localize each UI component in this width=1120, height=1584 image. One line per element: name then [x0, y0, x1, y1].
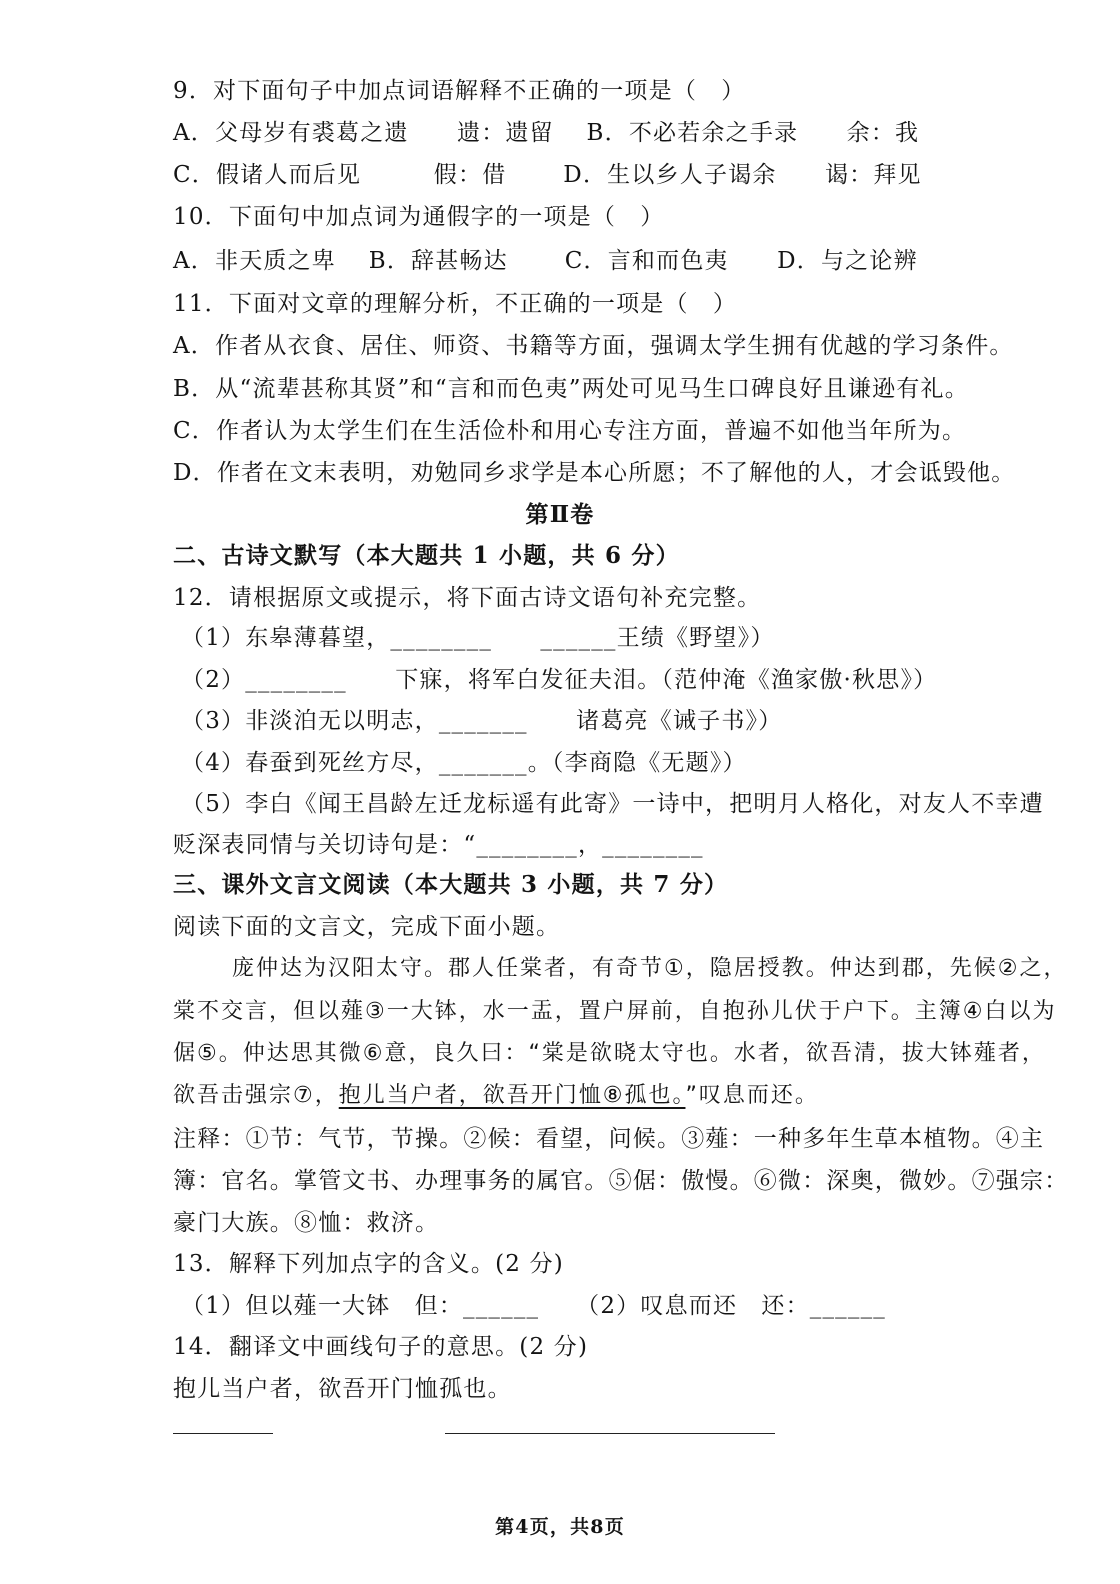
- q9-options-row2: C．假诸人而后见 假：借 D．生以乡人子谒余 谒：拜见: [173, 162, 922, 188]
- q13-items: （1）但以薤一大钵 但：______ （2）叹息而还 还：______: [181, 1293, 886, 1319]
- passage-line-2: 棠不交言，但以薤③一大钵，水一盂，置户屏前，自抱孙儿伏于户下。主簿④白以为: [173, 999, 1057, 1024]
- passage-line-4-end: ”叹息而还。: [685, 1083, 819, 1108]
- passage-line-1: 庞仲达为汉阳太守。郡人任棠者，有奇节①，隐居授教。仲达到郡，先候②之，: [232, 956, 1068, 981]
- notes-line-1: 注释：①节：气节，节操。②候：看望，问候。③薤：一种多年生草本植物。④主: [173, 1126, 1045, 1152]
- q11-option-d: D．作者在文末表明，劝勉同乡求学是本心所愿；不了解他的人，才会诋毁他。: [173, 460, 1016, 486]
- q12-item-5-line1: （5）李白《闻王昌龄左迁龙标遥有此寄》一诗中，把明月人格化，对友人不幸遭: [181, 791, 1044, 817]
- part2-title: 第Ⅱ卷: [525, 501, 595, 528]
- q10-stem: 10．下面句中加点词为通假字的一项是（ ）: [173, 204, 665, 230]
- q12-item-3: （3）非淡泊无以明志，_______ 诸葛亮《诫子书》）: [181, 708, 783, 734]
- q10-options: A．非天质之卑 B．辞甚畅达 C．言和而色夷 D．与之论辨: [173, 248, 918, 274]
- passage-line-3: 倨⑤。仲达思其微⑥意，良久曰：“棠是欲晓太守也。水者，欲吾清，拔大钵薤者，: [173, 1041, 1046, 1066]
- passage-line-4-start: 欲吾击强宗⑦，: [173, 1083, 339, 1108]
- q12-item-5-line2: 贬深表同情与关切诗句是：“________，________: [173, 832, 704, 858]
- q12-item-2: （2）________ 下寐，将军白发征夫泪。（范仲淹《渔家傲·秋思》）: [181, 667, 938, 693]
- q11-option-c: C．作者认为太学生们在生活俭朴和用心专注方面，普遍不如他当年所为。: [173, 418, 967, 444]
- notes-line-2: 簿：官名。掌管文书、办理事务的属官。⑤倨：傲慢。⑥微：深奥，微妙。⑦强宗：: [173, 1168, 1069, 1194]
- q11-option-b: B．从“流辈甚称其贤”和“言和而色夷”两处可见马生口碑良好且谦逊有礼。: [173, 376, 969, 402]
- underlined-sentence: 抱儿当户者，欲吾开门恤⑧孤也。: [338, 1083, 686, 1108]
- notes-line-3: 豪门大族。⑧恤：救济。: [173, 1210, 440, 1236]
- q9-stem: 9．对下面句子中加点词语解释不正确的一项是（ ）: [173, 78, 746, 104]
- q13-stem: 13．解释下列加点字的含义。(2 分): [173, 1251, 564, 1277]
- reading-instruction: 阅读下面的文言文，完成下面小题。: [173, 914, 561, 940]
- page-footer: 第4页，共8页: [495, 1516, 625, 1538]
- answer-line-left[interactable]: [173, 1433, 273, 1434]
- answer-line-right[interactable]: [445, 1433, 775, 1434]
- q14-sentence: 抱儿当户者，欲吾开门恤孤也。: [173, 1376, 512, 1402]
- q11-option-a: A．作者从衣食、居住、师资、书籍等方面，强调太学生拥有优越的学习条件。: [173, 333, 1014, 359]
- q12-item-1: （1）东皋薄暮望，________ ______王绩《野望》）: [181, 625, 775, 651]
- passage-line-4: [173, 1081, 819, 1111]
- q9-options-row1: A．父母岁有裘葛之遗 遗：遗留 B．不必若余之手录 余：我: [173, 120, 920, 146]
- section2-heading: 二、古诗文默写（本大题共 1 小题，共 6 分）: [173, 542, 680, 569]
- q11-stem: 11．下面对文章的理解分析，不正确的一项是（ ）: [173, 291, 738, 317]
- q14-stem: 14．翻译文中画线句子的意思。(2 分): [173, 1334, 589, 1360]
- q12-stem: 12．请根据原文或提示，将下面古诗文语句补充完整。: [173, 585, 762, 611]
- section3-heading: 三、课外文言文阅读（本大题共 3 小题，共 7 分）: [173, 871, 729, 898]
- q12-item-4: （4）春蚕到死丝方尽，_______。（李商隐《无题》）: [181, 750, 747, 776]
